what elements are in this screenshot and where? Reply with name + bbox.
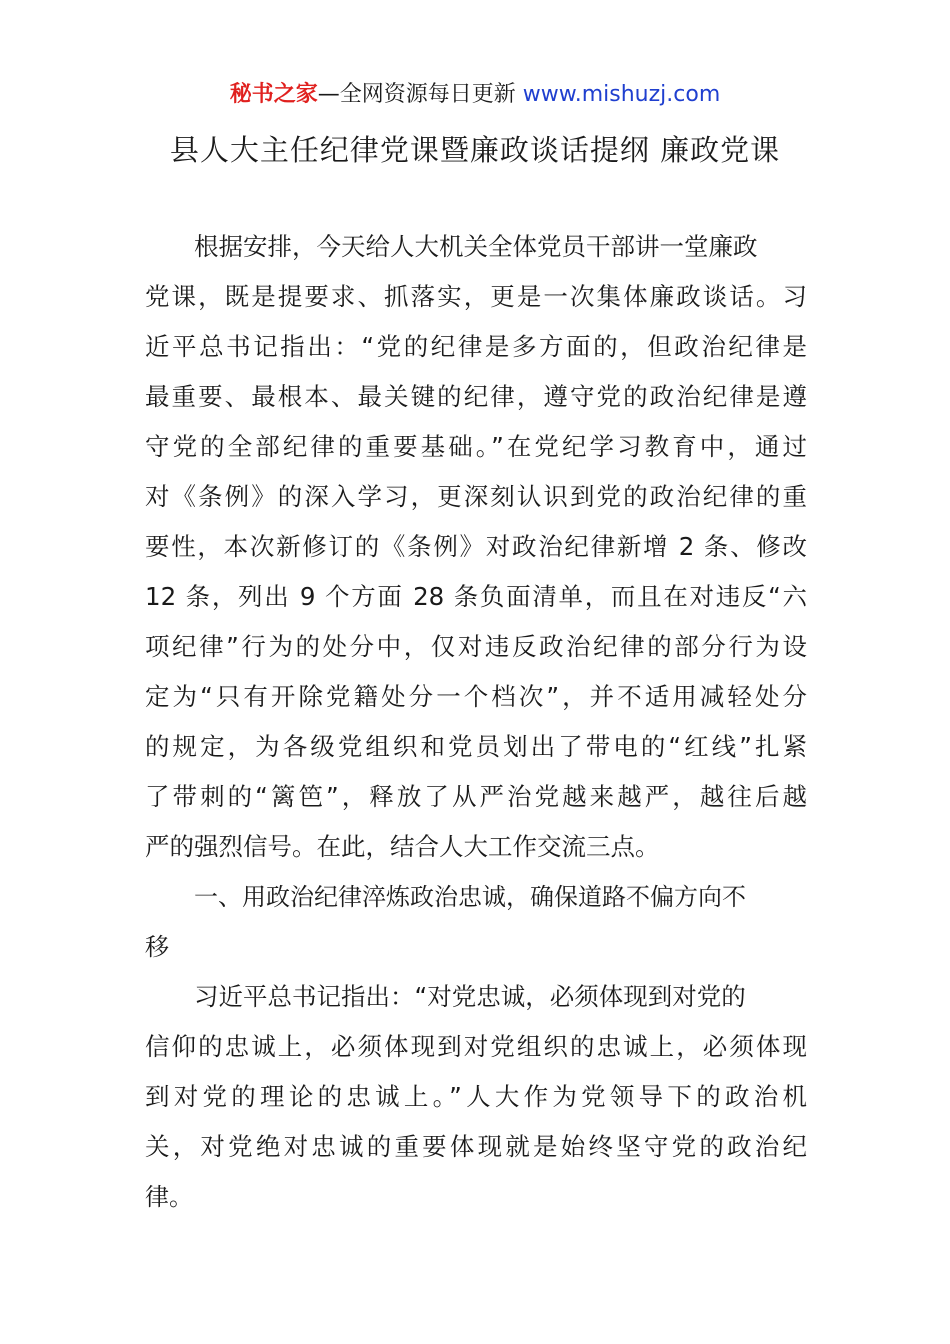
paragraph-line: 关，对党绝对忠诚的重要体现就是始终坚守党的政治纪 <box>145 1132 807 1161</box>
site-url-link[interactable]: www.mishuzj.com <box>522 82 721 107</box>
paragraph-line: 对《条例》的深入学习，更深刻认识到党的政治纪律的重 <box>145 482 807 511</box>
paragraph-line: 项纪律”行为的处分中，仅对违反政治纪律的部分行为设 <box>145 632 807 661</box>
site-brand: 秘书之家 <box>229 82 318 107</box>
paragraph-line: 近平总书记指出：“党的纪律是多方面的，但政治纪律是 <box>145 332 807 361</box>
paragraph-line: 守党的全部纪律的重要基础。”在党纪学习教育中，通过 <box>145 432 807 461</box>
paragraph-line: 12 条，列出 9 个方面 28 条负面清单，而且在对违反“六 <box>145 582 807 611</box>
section-heading-line: 移 <box>145 933 169 961</box>
site-header <box>0 80 950 110</box>
paragraph-line: 党课，既是提要求、抓落实，更是一次集体廉政谈话。习 <box>145 282 807 311</box>
section-heading-line: 一、用政治纪律淬炼政治忠诚，确保道路不偏方向不 <box>194 883 746 911</box>
paragraph-line: 到对党的理论的忠诚上。”人大作为党领导下的政治机 <box>145 1082 807 1111</box>
paragraph-line: 根据安排，今天给人大机关全体党员干部讲一堂廉政 <box>194 232 758 261</box>
document-body <box>145 222 807 1222</box>
paragraph-line: 律。 <box>145 1183 193 1211</box>
paragraph-line: 最重要、最根本、最关键的纪律，遵守党的政治纪律是遵 <box>145 382 807 411</box>
site-tagline: —全网资源每日更新 <box>317 82 523 107</box>
document-title: 县人大主任纪律党课暨廉政谈话提纲 廉政党课 <box>169 133 781 167</box>
paragraph-line: 了带刺的“篱笆”，释放了从严治党越来越严，越往后越 <box>145 782 807 811</box>
paragraph-line: 要性，本次新修订的《条例》对政治纪律新增 2 条、修改 <box>145 532 807 561</box>
paragraph-line: 的规定，为各级党组织和党员划出了带电的“红线”扎紧 <box>145 732 807 761</box>
paragraph-line: 定为“只有开除党籍处分一个档次”，并不适用减轻处分 <box>145 682 807 711</box>
paragraph-line: 习近平总书记指出：“对党忠诚，必须体现到对党的 <box>194 982 746 1011</box>
paragraph-line: 信仰的忠诚上，必须体现到对党组织的忠诚上，必须体现 <box>145 1032 807 1061</box>
paragraph-line: 严的强烈信号。在此，结合人大工作交流三点。 <box>145 832 660 861</box>
